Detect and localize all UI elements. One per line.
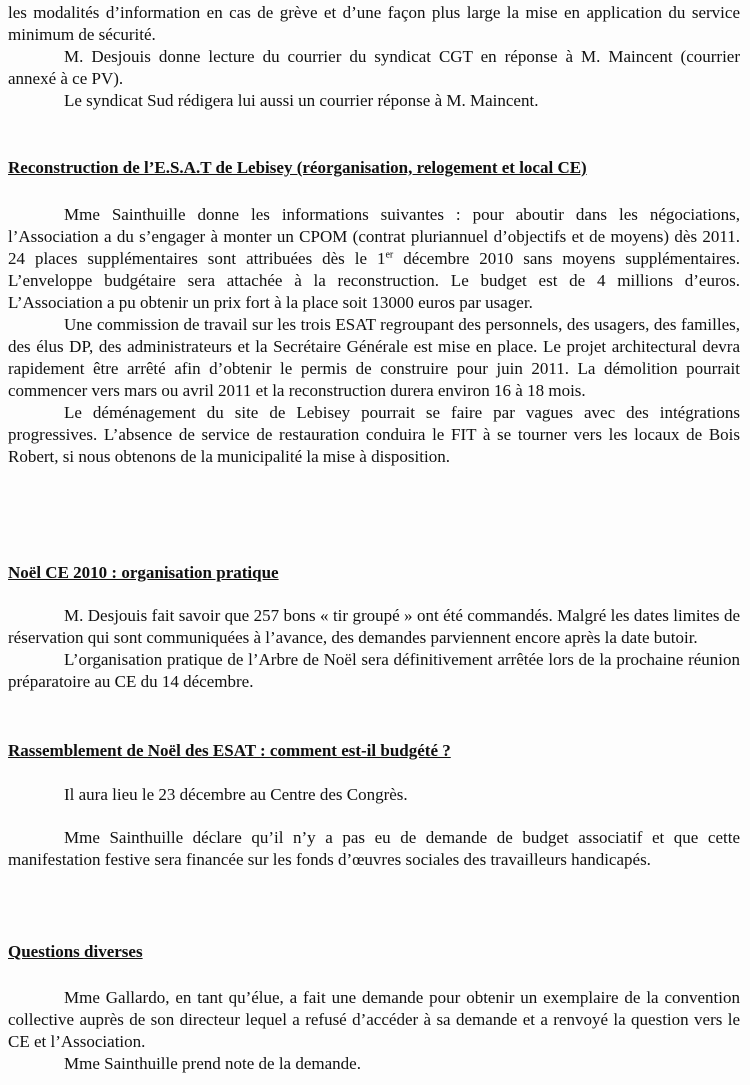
questions-section: [8, 987, 740, 1075]
intro-paragraph-2: M. Desjouis donne lecture du courrier du syndicat CGT en réponse à M. Maincent (courrier annexé à ce PV).: [8, 47, 740, 88]
rassemblement-paragraph-1: Il aura lieu le 23 décembre au Centre des Congrès.: [64, 785, 408, 804]
questions-paragraph-2: Mme Sainthuille prend note de la demande.: [64, 1054, 361, 1073]
esat-superscript: er: [385, 249, 394, 261]
rassemblement-paragraph-2: Mme Sainthuille déclare qu’il n’y a pas eu de demande de budget associatif et que cette manifestation festive sera financée sur les fonds d’œuvres sociales des travailleurs handicapés.: [8, 828, 740, 869]
noel-section: [8, 605, 740, 693]
esat-heading: Reconstruction de l’E.S.A.T de Lebisey (réorganisation, relogement et local CE): [8, 158, 587, 177]
esat-paragraph-1: [8, 204, 740, 314]
noel-paragraph-1: M. Desjouis fait savoir que 257 bons « tir groupé » ont été commandés. Malgré les dates limites de réservation qui sont communiquées à l’avance, des demandes parviennent encore après la date butoir.: [8, 606, 740, 647]
esat-paragraph-1-start: Mme Sainthuille donne les informations suivantes : pour aboutir dans les négociations, l’Association a du s’engager à monter un CPOM (contrat pluriannuel d’objectifs et de moyens) dès 2011. 24 places supplémentaires sont attribuées dès le 1: [8, 205, 740, 268]
intro-paragraph-3: Le syndicat Sud rédigera lui aussi un courrier réponse à M. Maincent.: [64, 91, 539, 110]
noel-heading: Noël CE 2010 : organisation pratique: [8, 563, 279, 582]
rassemblement-section-2: [8, 827, 740, 871]
esat-heading-block: [8, 157, 740, 179]
esat-paragraph-3: Le déménagement du site de Lebisey pourrait se faire par vagues avec des intégrations progressives. L’absence de service de restauration conduira le FIT à se tourner vers les locaux de Bois Robert, si nous obtenons de la municipalité la mise à disposition.: [8, 403, 740, 466]
esat-paragraph-1-end: décembre 2010 sans moyens supplémentaires. L’enveloppe budgétaire sera attachée à la reconstruction. Le budget est de 4 millions d’euros. L’Association a pu obtenir un prix fort à la place soit 13000 euros par usager.: [8, 249, 740, 312]
esat-section: [8, 204, 740, 468]
rassemblement-heading-block: [8, 740, 740, 762]
questions-heading: Questions diverses: [8, 942, 143, 961]
noel-paragraph-2: L’organisation pratique de l’Arbre de Noël sera définitivement arrêtée lors de la prochaine réunion préparatoire au CE du 14 décembre.: [8, 650, 740, 691]
rassemblement-section-1: [8, 784, 740, 806]
esat-paragraph-2: Une commission de travail sur les trois ESAT regroupant des personnels, des usagers, des familles, des élus DP, des administrateurs et la Secrétaire Générale est mise en place. Le projet architectural devra rapidement être arrêté afin d’obtenir le permis de construire pour juin 2011. La démolition pourrait commencer vers mars ou avril 2011 et la reconstruction durera environ 16 à 18 mois.: [8, 315, 740, 400]
rassemblement-heading: Rassemblement de Noël des ESAT : comment est-il budgété ?: [8, 741, 451, 760]
intro-section: [8, 2, 740, 112]
noel-heading-block: [8, 562, 740, 584]
intro-paragraph-1: les modalités d’information en cas de grève et d’une façon plus large la mise en application du service minimum de sécurité.: [8, 3, 740, 44]
questions-heading-block: [8, 941, 740, 963]
questions-paragraph-1: Mme Gallardo, en tant qu’élue, a fait une demande pour obtenir un exemplaire de la convention collective auprès de son directeur lequel a refusé d’accéder à sa demande et a renvoyé la question vers le CE et l’Association.: [8, 988, 740, 1051]
